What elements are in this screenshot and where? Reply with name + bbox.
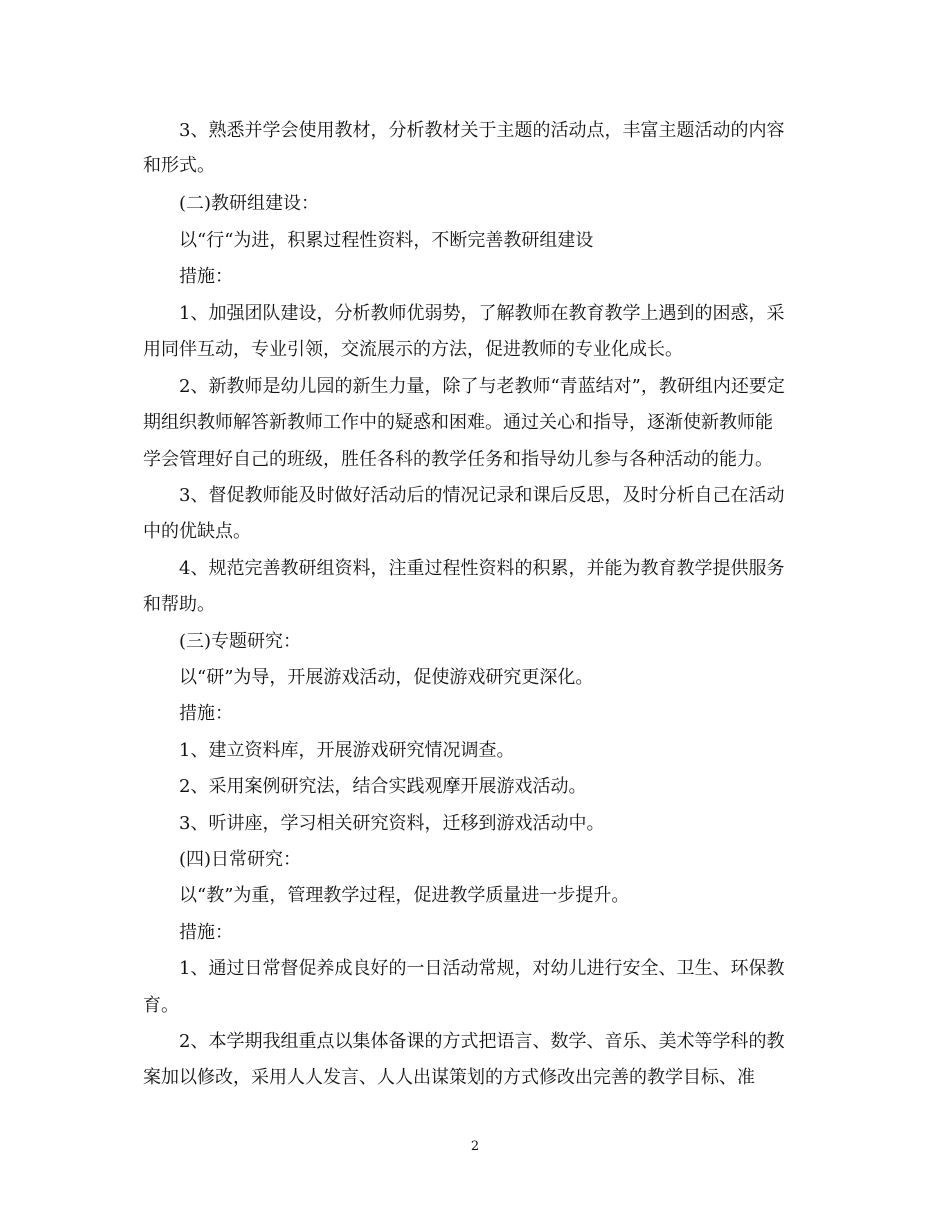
paragraph-line: 以“教”为重，管理教学过程，促进教学质量进一步提升。 [179,885,630,906]
paragraph-line: 1、加强团队建设，分析教师优弱势，了解教师在教育教学上遇到的困惑，采 [179,303,785,324]
section-heading: (二)教研组建设： [179,193,320,214]
paragraph-line: 学会管理好自己的班级，胜任各科的教学任务和指导幼儿参与各种活动的能力。 [143,449,773,470]
paragraph-line: 以“研”为导，开展游戏活动，促使游戏研究更深化。 [179,667,594,688]
paragraph-line: 1、通过日常督促养成良好的一日活动常规，对幼儿进行安全、卫生、环保教 [179,958,785,979]
paragraph-line: 2、本学期我组重点以集体备课的方式把语言、数学、音乐、美术等学科的教 [179,1031,785,1052]
section-heading: (四)日常研究： [179,849,302,870]
paragraph-line: 和帮助。 [143,594,215,615]
paragraph-line: 2、采用案例研究法，结合实践观摩开展游戏活动。 [179,776,587,797]
paragraph-line: 措施： [179,703,233,724]
paragraph-line: 期组织教师解答新教师工作中的疑惑和困难。通过关心和指导，逐渐使新教师能 [143,412,773,433]
section-heading: (三)专题研究： [179,631,302,652]
paragraph-line: 1、建立资料库，开展游戏研究情况调查。 [179,740,515,761]
paragraph-line: 3、熟悉并学会使用教材，分析教材关于主题的活动点，丰富主题活动的内容 [179,120,785,141]
paragraph-line: 用同伴互动，专业引领，交流展示的方法，促进教师的专业化成长。 [143,339,683,360]
paragraph-line: 育。 [143,995,179,1016]
paragraph-line: 措施： [179,922,233,943]
paragraph-line: 中的优缺点。 [143,521,251,542]
paragraph-line: 案加以修改，采用人人发言、人人出谋策划的方式修改出完善的教学目标、准 [143,1067,755,1088]
page-number: 2 [470,1139,480,1154]
paragraph-line: 2、新教师是幼儿园的新生力量，除了与老教师“青蓝结对”，教研组内还要定 [179,376,785,397]
paragraph-line: 以“行“为进，积累过程性资料，不断完善教研组建设 [179,230,594,251]
paragraph-line: 4、规范完善教研组资料，注重过程性资料的积累，并能为教育教学提供服务 [179,558,785,579]
paragraph-line: 3、督促教师能及时做好活动后的情况记录和课后反思，及时分析自己在活动 [179,485,785,506]
paragraph-line: 措施： [179,266,233,287]
paragraph-line: 和形式。 [143,155,215,176]
paragraph-line: 3、听讲座，学习相关研究资料，迁移到游戏活动中。 [179,813,605,834]
